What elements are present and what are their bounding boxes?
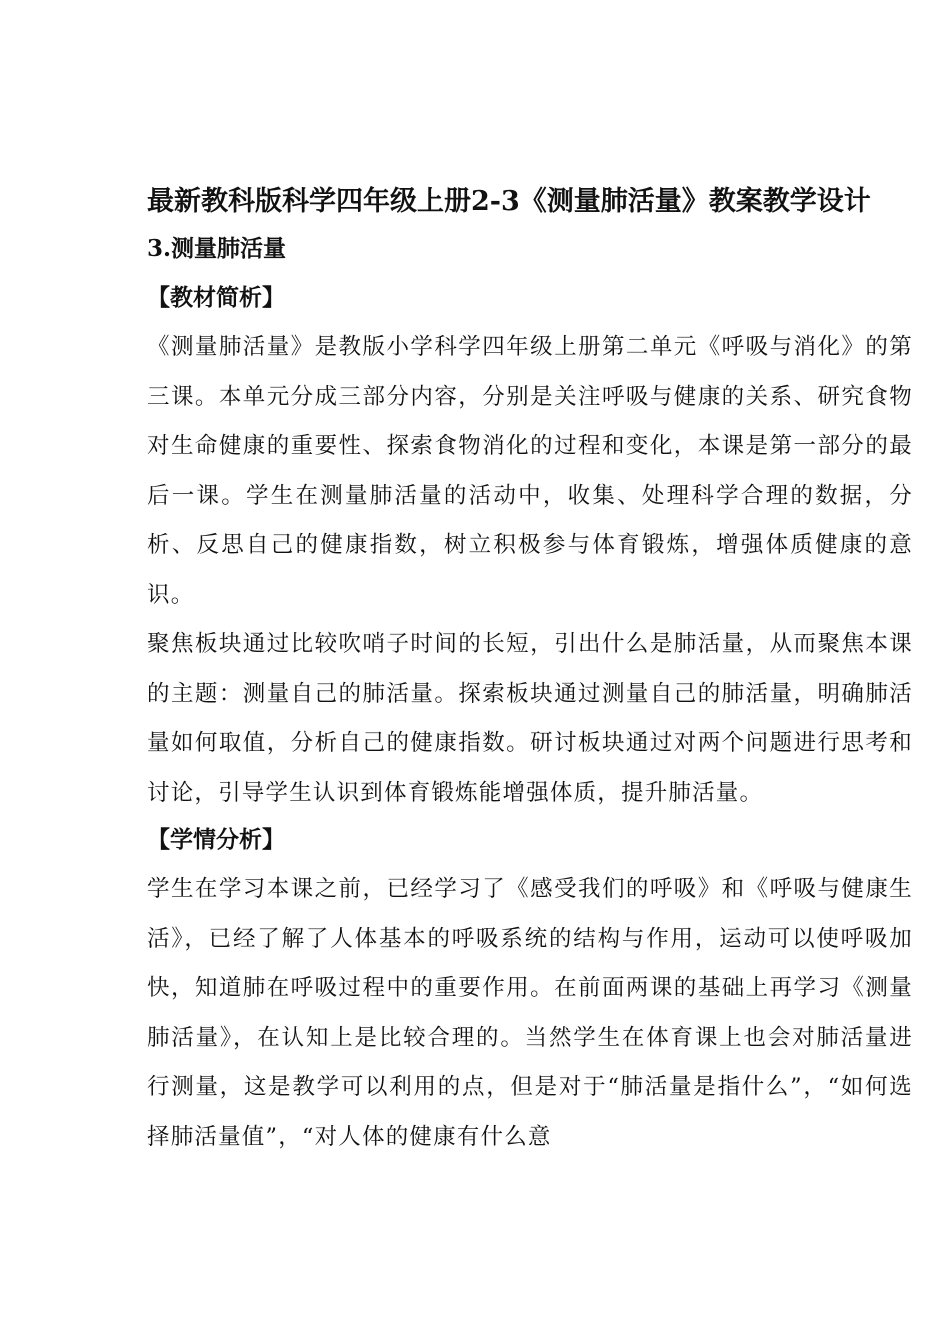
section-heading-textbook-analysis: 【教材简析】: [147, 284, 285, 311]
paragraph-textbook-analysis-2: 聚焦板块通过比较吹哨子时间的长短，引出什么是肺活量，从而聚焦本课的主题：测量自己的肺活量。探索板块通过测量自己的肺活量，明确肺活量如何取值，分析自己的健康指数。研讨板块通过对两个问题进行思考和讨论，引导学生认识到体育锻炼能增强体质，提升肺活量。: [147, 631, 913, 806]
document-title: 最新教科版科学四年级上册2-3《测量肺活量》教案教学设计: [147, 186, 871, 217]
paragraph-student-analysis-1: 学生在学习本课之前，已经学习了《感受我们的呼吸》和《呼吸与健康生活》，已经了解了人体基本的呼吸系统的结构与作用，运动可以使呼吸加快，知道肺在呼吸过程中的重要作用。在前面两课的基础上再学习《测量肺活量》，在认知上是比较合理的。当然学生在体育课上也会对肺活量进行测量，这是教学可以利用的点，但是对于“肺活量是指什么”，“如何选择肺活量值”，“对人体的健康有什么意: [147, 876, 913, 1150]
lesson-title: 3.测量肺活量: [147, 235, 287, 262]
paragraph-textbook-analysis-1: 《测量肺活量》是教版小学科学四年级上册第二单元《呼吸与消化》的第三课。本单元分成三部分内容，分别是关注呼吸与健康的关系、研究食物对生命健康的重要性、探索食物消化的过程和变化，本课是第一部分的最后一课。学生在测量肺活量的活动中，收集、处理科学合理的数据，分析、反思自己的健康指数，树立积极参与体育锻炼，增强体质健康的意识。: [147, 334, 913, 608]
section-heading-student-analysis: 【学情分析】: [147, 826, 285, 853]
document-page: [147, 182, 913, 1162]
